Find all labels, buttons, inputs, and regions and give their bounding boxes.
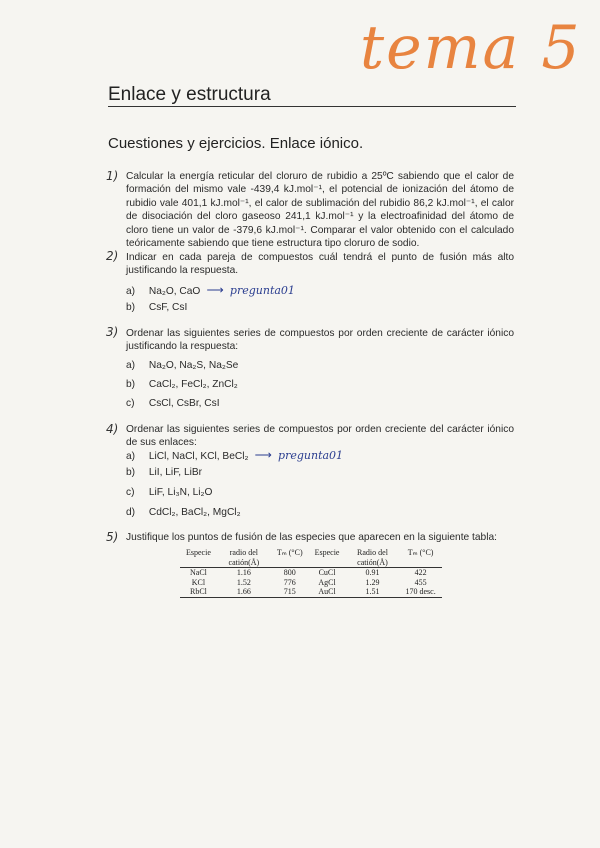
handwritten-note: pregunta01: [229, 284, 295, 297]
option-row: [126, 360, 238, 371]
option-row: [126, 448, 343, 462]
option-text: CdCl₂, BaCl₂, MgCl₂: [148, 507, 241, 518]
option-label: b): [126, 379, 136, 390]
question-number: 5): [106, 530, 119, 544]
table-header-row: [180, 548, 442, 568]
table-header-cell: radio del catión(Å): [217, 548, 271, 568]
option-label: a): [126, 360, 136, 371]
option-text: CsF, CsI: [148, 302, 188, 313]
question-text: Ordenar las siguientes series de compuestos por orden creciente del carácter iónico de sus enlaces:: [126, 424, 514, 449]
option-text: CsCl, CsBr, CsI: [148, 398, 220, 409]
option-text: Na₂O, CaO: [148, 286, 201, 297]
handwritten-title: tema 5: [360, 13, 582, 83]
table-cell: RbCl: [180, 587, 217, 597]
table-cell: KCl: [191, 577, 206, 587]
melting-point-table: [180, 548, 442, 598]
option-row: [126, 283, 295, 297]
option-label: a): [126, 286, 136, 297]
option-text: LiI, LiF, LiBr: [148, 467, 203, 478]
subsection-title: Cuestiones y ejercicios. Enlace iónico.: [108, 135, 364, 152]
question-number: 1): [106, 169, 119, 183]
table-header-cell: Tₘ (°C): [399, 548, 441, 568]
section-title: Enlace y estructura: [108, 84, 271, 105]
option-row: [126, 398, 220, 409]
option-label: c): [126, 398, 135, 409]
table-header-cell: Especie: [180, 548, 217, 568]
table-cell: 1.52: [236, 577, 251, 587]
table-cell: 715: [271, 587, 309, 597]
option-text: LiCl, NaCl, KCl, BeCl₂: [148, 451, 249, 462]
question-text: Ordenar las siguientes series de compuestos por orden creciente de carácter iónico justificando la respuesta:: [126, 328, 514, 353]
arrow-icon: ⟶: [203, 283, 228, 297]
option-row: [126, 467, 202, 478]
table-row: [180, 587, 442, 597]
arrow-icon: ⟶: [251, 448, 276, 462]
handwritten-note: pregunta01: [278, 449, 344, 462]
table-header-cell: Tₘ (°C): [271, 548, 309, 568]
table-header-cell: Radio del catión(Å): [345, 548, 399, 568]
table-cell: 776: [283, 577, 296, 587]
question-text: Calcular la energía reticular del cloruro de rubidio a 25ºC sabiendo que el calor de formación del mismo vale -439,4 kJ.mol⁻¹, el potencial de ionización del átomo de rubidio vale 401,1 kJ.mol⁻¹, el calor de sublimación del rubidio 86,2 kJ.mol⁻¹, el calor de disociación del cloro gaseoso 241,1 kJ.mol⁻¹ y la electroafinidad del átomo de cloro tiene un valor de -379,6 kJ.mol⁻¹. Comparar el valor obtenido con el calculado teóricamente sabiendo que tiene estructura tipo cloruro de sodio.: [126, 171, 514, 250]
table-cell: 170 desc.: [399, 587, 441, 597]
option-row: [126, 379, 238, 390]
table-cell: NaCl: [189, 568, 207, 577]
section-rule: [108, 106, 516, 107]
option-label: d): [126, 507, 136, 518]
option-label: c): [126, 487, 135, 498]
option-row: [126, 487, 212, 498]
table-cell: AgCl: [318, 577, 336, 587]
table-header-cell: Especie: [309, 548, 346, 568]
question-number: 2): [106, 249, 119, 263]
table-cell: 1.16: [236, 568, 251, 577]
table-cell: 1.66: [217, 587, 271, 597]
table-cell: 422: [414, 568, 427, 577]
table-cell: CuCl: [318, 568, 336, 577]
option-text: CaCl₂, FeCl₂, ZnCl₂: [148, 379, 238, 390]
table-row: [180, 578, 442, 588]
table-cell: 800: [283, 568, 296, 577]
question-text: Justifique los puntos de fusión de las especies que aparecen en la siguiente tabla:: [126, 532, 497, 543]
option-row: [126, 507, 241, 518]
option-text: Na₂O, Na₂S, Na₂Se: [148, 360, 239, 371]
question-number: 3): [106, 325, 119, 339]
question-number: 4): [106, 422, 119, 436]
option-row: [126, 302, 187, 313]
option-label: b): [126, 302, 136, 313]
table-row: [180, 568, 442, 578]
option-text: LiF, Li₃N, Li₂O: [148, 487, 213, 498]
table-cell: 1.29: [365, 577, 380, 587]
table-cell: 0.91: [365, 568, 380, 577]
table-cell: 455: [414, 577, 427, 587]
option-label: b): [126, 467, 136, 478]
table-cell: AuCl: [309, 587, 346, 597]
table-cell: 1.51: [345, 587, 399, 597]
question-text: Indicar en cada pareja de compuestos cuál tendrá el punto de fusión más alto justificando la respuesta.: [126, 252, 514, 277]
option-label: a): [126, 451, 136, 462]
